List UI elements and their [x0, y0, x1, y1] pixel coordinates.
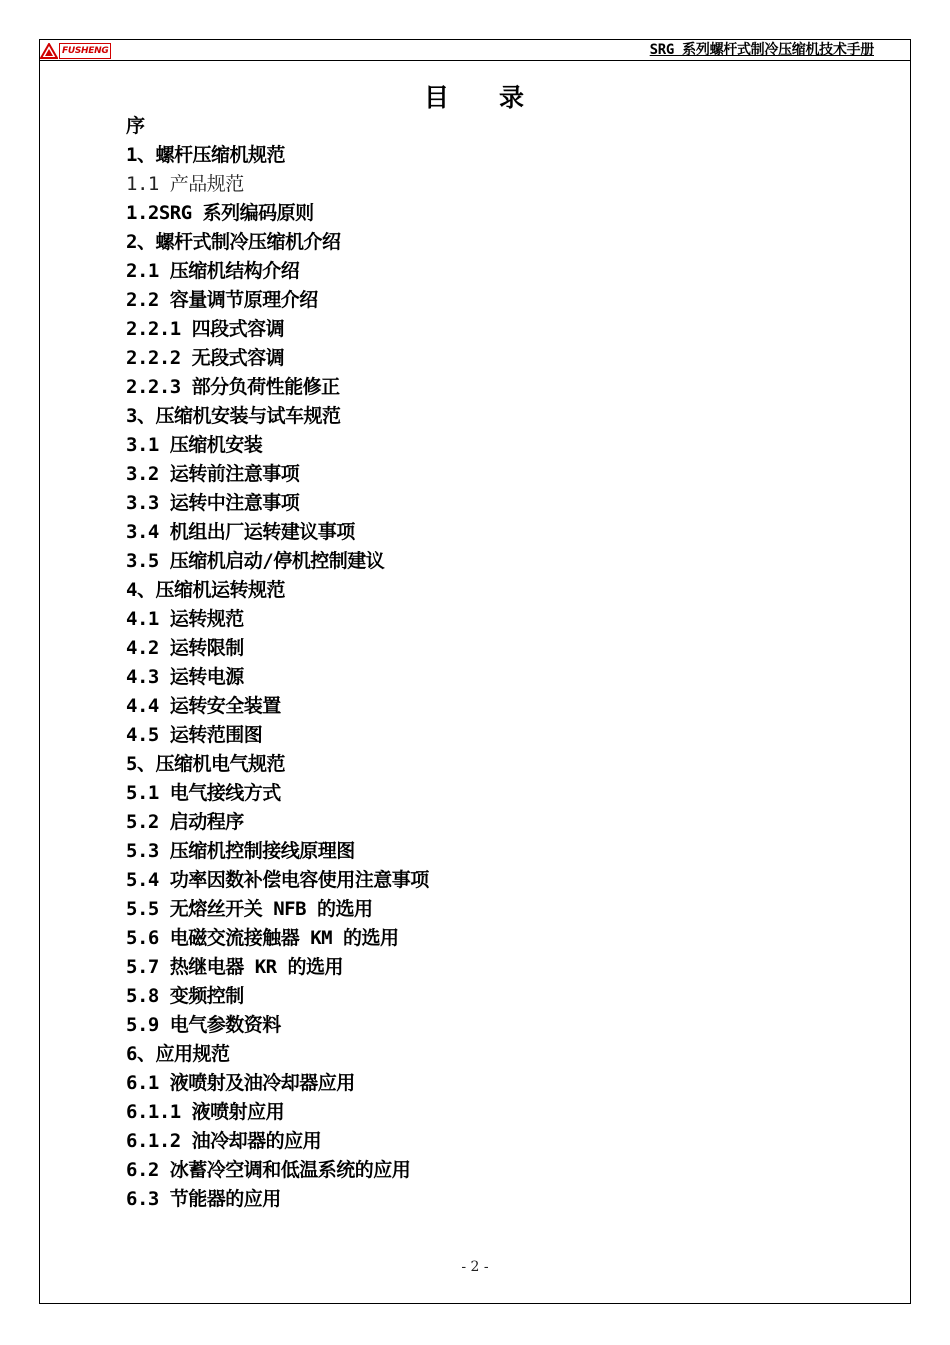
toc-entry[interactable]: 1.2SRG 系列编码原则	[126, 202, 314, 224]
toc-entry[interactable]: 4.1 运转规范	[126, 608, 244, 630]
toc-entry[interactable]: 3.1 压缩机安装	[126, 434, 263, 456]
toc-title-part1: 目	[423, 83, 451, 112]
toc-entry[interactable]: 2.2.1 四段式容调	[126, 318, 285, 340]
company-logo	[40, 42, 111, 59]
toc-entry[interactable]: 2.2.2 无段式容调	[126, 347, 285, 369]
toc-entry[interactable]: 4.2 运转限制	[126, 637, 244, 659]
toc-entry[interactable]: 6.1 液喷射及油冷却器应用	[126, 1072, 355, 1094]
manual-title: SRG 系列螺杆式制冷压缩机技术手册	[649, 42, 874, 58]
toc-entry[interactable]: 5.1 电气接线方式	[126, 782, 281, 804]
logo-wordmark: FUSHENG	[59, 43, 111, 59]
toc-entry[interactable]: 6.3 节能器的应用	[126, 1188, 281, 1210]
toc-entry[interactable]: 6.1.1 液喷射应用	[126, 1101, 285, 1123]
toc-entry[interactable]: 2.1 压缩机结构介绍	[126, 260, 300, 282]
toc-entry[interactable]: 3.4 机组出厂运转建议事项	[126, 521, 355, 543]
toc-entry[interactable]: 4.3 运转电源	[126, 666, 244, 688]
toc-entry[interactable]: 6.1.2 油冷却器的应用	[126, 1130, 322, 1152]
toc-entry[interactable]: 3.2 运转前注意事项	[126, 463, 300, 485]
toc-entry[interactable]: 6、应用规范	[126, 1043, 230, 1065]
toc-entry[interactable]: 5.4 功率因数补偿电容使用注意事项	[126, 869, 429, 891]
toc-entry[interactable]: 1.1 产品规范	[126, 173, 244, 195]
toc-entry[interactable]: 5.3 压缩机控制接线原理图	[126, 840, 355, 862]
toc-title	[0, 78, 950, 114]
toc-entry[interactable]: 5.6 电磁交流接触器 KM 的选用	[126, 927, 399, 949]
header-rule	[39, 60, 911, 61]
toc-entry[interactable]: 2.2.3 部分负荷性能修正	[126, 376, 340, 398]
toc-entry[interactable]: 4、压缩机运转规范	[126, 579, 285, 601]
toc-entry[interactable]: 1、螺杆压缩机规范	[126, 144, 285, 166]
toc-entry[interactable]: 2、螺杆式制冷压缩机介绍	[126, 231, 341, 253]
toc-entry[interactable]: 3、压缩机安装与试车规范	[126, 405, 341, 427]
toc-title-part2: 录	[499, 83, 527, 112]
toc-entry[interactable]: 3.5 压缩机启动/停机控制建议	[126, 550, 385, 572]
toc-entry[interactable]: 2.2 容量调节原理介绍	[126, 289, 318, 311]
toc-entry[interactable]: 3.3 运转中注意事项	[126, 492, 300, 514]
toc-entry[interactable]: 5.8 变频控制	[126, 985, 244, 1007]
logo-triangle-icon	[40, 43, 58, 59]
toc-entry[interactable]: 5.9 电气参数资料	[126, 1014, 281, 1036]
toc-list	[126, 112, 429, 1214]
toc-entry[interactable]: 5.5 无熔丝开关 NFB 的选用	[126, 898, 373, 920]
toc-entry[interactable]: 5.7 热继电器 KR 的选用	[126, 956, 344, 978]
toc-entry[interactable]: 4.5 运转范围图	[126, 724, 263, 746]
toc-entry[interactable]: 4.4 运转安全装置	[126, 695, 281, 717]
toc-entry[interactable]: 5、压缩机电气规范	[126, 753, 285, 775]
toc-entry[interactable]: 序	[126, 115, 145, 137]
toc-entry[interactable]: 6.2 冰蓄冷空调和低温系统的应用	[126, 1159, 411, 1181]
toc-entry[interactable]: 5.2 启动程序	[126, 811, 244, 833]
page-number: - 2 -	[461, 1259, 489, 1275]
